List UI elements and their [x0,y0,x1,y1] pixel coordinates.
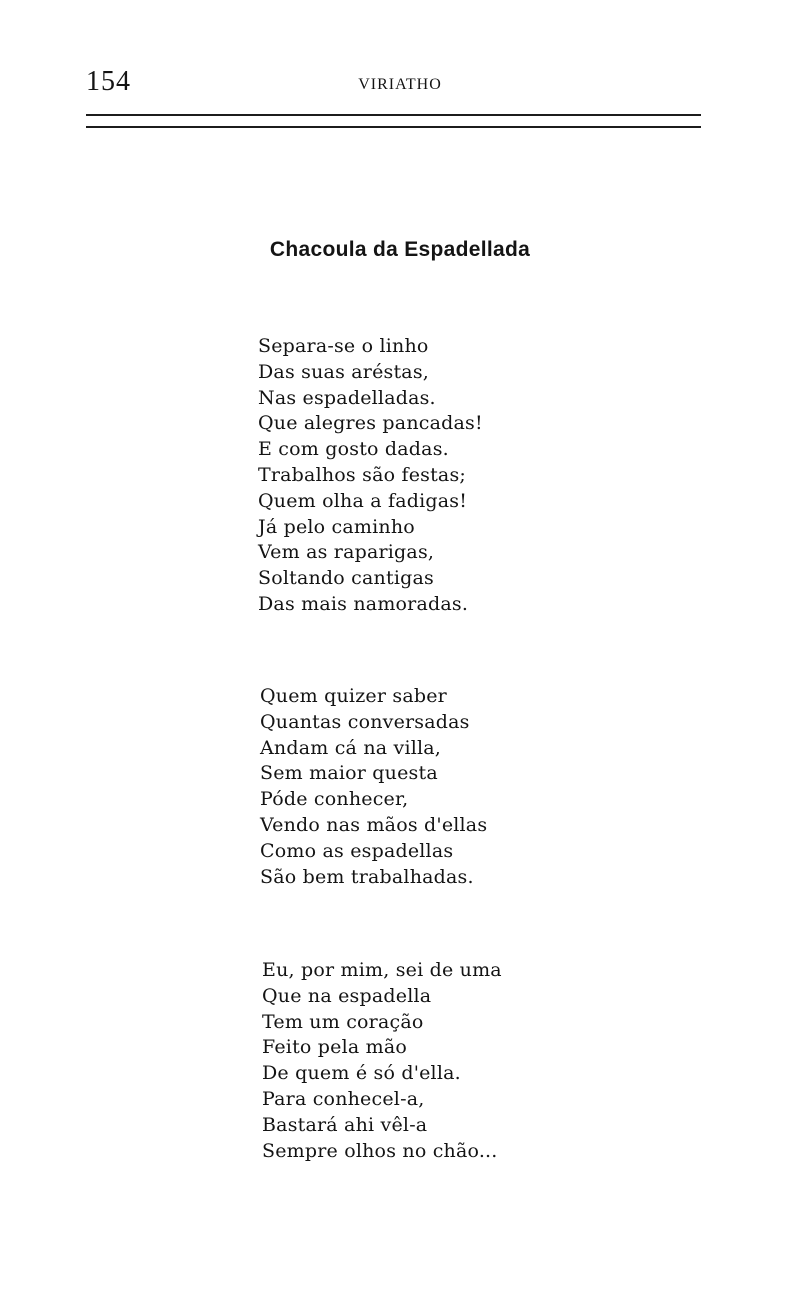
verse-line: Quem olha a fadigas! [258,489,468,512]
verse-line: Trabalhos são festas; [258,463,467,486]
verse-line: De quem é só d'ella. [262,1062,461,1085]
running-title: VIRIATHO [358,76,442,93]
verse-line: Soltando cantigas [258,567,434,590]
verse-line: Feito pela mão [262,1036,408,1059]
verse-line: São bem trabalhadas. [260,865,474,888]
verse-line: Separa-se o linho [258,335,429,357]
verse-line: Como as espadellas [260,839,454,862]
stanza-3 [262,958,502,1164]
page-number: 154 [86,66,131,97]
verse-line: Vendo nas mãos d'ellas [260,813,488,836]
header-rule-top [86,114,701,116]
verse-line: Andam cá na villa, [260,736,442,759]
stanza-1 [258,334,483,618]
verse-line: Que alegres pancadas! [258,412,483,435]
verse-line: Que na espadella [262,984,432,1007]
verse-line: Já pelo caminho [258,515,415,538]
verse-line: Sempre olhos no chão... [262,1139,498,1162]
verse-line: Tem um coração [262,1010,424,1033]
verse-line: Das mais namoradas. [258,592,469,615]
verse-line: Sem maior questa [260,762,438,785]
verse-line: Póde conhecer, [260,788,409,811]
verse-line: Quem quizer saber [260,685,447,707]
verse-line: Eu, por mim, sei de uma [262,959,502,981]
header-rule-bottom [86,126,701,128]
poem-title: Chacoula da Espadellada [269,238,531,261]
verse-line: Nas espadelladas. [258,386,436,409]
verse-line: E com gosto dadas. [258,438,449,461]
verse-line: Bastará ahi vêl-a [262,1113,428,1136]
verse-line: Para conhecel-a, [262,1087,425,1110]
verse-line: Vem as raparigas, [258,541,435,564]
stanza-2 [260,684,487,890]
verse-line: Quantas conversadas [260,710,470,733]
verse-line: Das suas aréstas, [258,360,430,383]
